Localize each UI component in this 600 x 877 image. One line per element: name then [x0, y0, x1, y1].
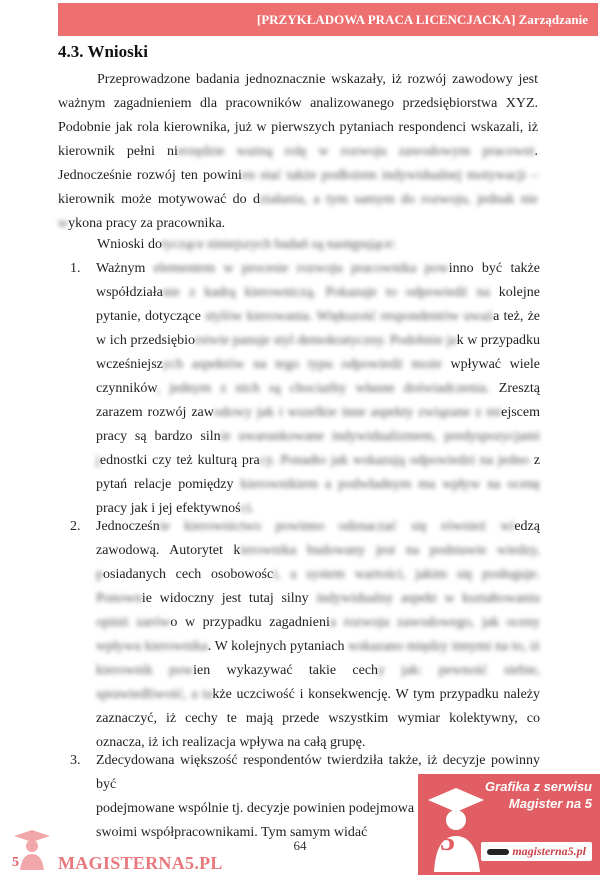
text-fragment: osobowośc [210, 567, 274, 582]
blurred-text: i, a system wartości, jakim się posługuje. Ponown [96, 567, 541, 606]
blurred-text: wskazano między innymi na to, iż kierownik pow [96, 639, 541, 678]
text-line: Wnioski do [97, 237, 162, 252]
blurred-text: , jednym z nich są chociażby własne doświadczenia. [156, 381, 490, 396]
blurred-text: tyczące niniejszych badań są następujące: [161, 237, 396, 252]
promo-badge [418, 774, 600, 875]
page-number: 64 [293, 838, 307, 853]
list-item-text [96, 257, 540, 521]
blurred-text: elementem w procesie rozwoju pracownika pow [153, 261, 449, 276]
blurred-text: ziałania, a tym samym do rozwoju, jednak nie w [58, 192, 538, 231]
list-number: 3. [70, 753, 81, 768]
blurred-text: ci. [240, 501, 255, 516]
text-fragment: pracy jak i jej [96, 501, 173, 516]
text-fragment: kolejne pytanie, [96, 285, 540, 324]
text-fragment: rozwój zaw [147, 405, 214, 420]
svg-text:5: 5 [12, 855, 19, 870]
text-fragment: bardzo siln [154, 429, 221, 444]
text-line: podejmowane wspólnie tj. decyzje powinien podejmowa [96, 801, 415, 816]
blurred-text: y jak: pewność siebie, sprawiedliwość, a ta [96, 663, 540, 702]
mouse-pointer-icon [487, 849, 509, 855]
text-fragment: kże uczciwość [212, 687, 295, 702]
list-number: 1. [70, 261, 81, 276]
list-item [70, 257, 540, 521]
text-fragment: . W kolejnych [207, 639, 287, 654]
text-fragment: wpływać wiele [441, 357, 540, 372]
text-line: . Jednocześnie [58, 144, 538, 183]
blurred-text: ierownika budowany jest na podstawie wiedzy, p [96, 543, 540, 582]
blurred-text: erzędzie ważną rolę w rozwoju zawodowym pracowni [177, 144, 535, 159]
text-fragment: współdziała [96, 285, 163, 300]
text-fragment: zagadnieni [269, 615, 330, 630]
text-fragment: Jednocześn [96, 519, 160, 534]
text-line: ykona pracy za [68, 216, 153, 231]
text-fragment: pomiędzy [178, 477, 241, 492]
text-fragment: ednostki czy też [99, 453, 193, 468]
text-fragment: osiadanych cech [103, 567, 202, 582]
blurred-text: cy. Ponadto jak wskazują odpowiedzi na jedno [259, 453, 530, 468]
text-line: rozwój ten powini [136, 168, 242, 183]
text-fragment: ie widoczny jest [141, 591, 242, 606]
blurred-text: stylów kierowania. Większość respondentów uważ [200, 309, 494, 324]
badge-url[interactable] [481, 842, 592, 861]
graduate-figure-icon [6, 826, 56, 872]
text-fragment: ejscem pracy są [96, 405, 540, 444]
text-fragment: z pytań relacje [96, 453, 541, 492]
text-line: ważnym zagadnieniem dla pracowników analizowanego przedsiębiorstwa XYZ. [58, 96, 538, 111]
list-item-text [96, 515, 540, 755]
text-line: grupę. [329, 735, 366, 750]
blurred-text: ie kierownictwo powinno odznaczać się również wi [159, 519, 515, 534]
text-line: Przeprowadzone badania jednoznacznie wskazały, iż rozwój zawodowy jest [97, 72, 538, 87]
blurred-text: nie z kadrą kierowniczą. Pokazuje to odpowiedź na [162, 285, 490, 300]
text-fragment: Ważnym [96, 261, 154, 276]
blurred-text: a rozwoju zawodowego, jak oceny wpływu kierownika [96, 615, 541, 654]
text-line: kierownik pełni ni [58, 144, 178, 159]
text-fragment: tutaj silny [248, 591, 317, 606]
blurred-text: kierownikiem a podwładnym ma wpływ na ocenę [240, 477, 540, 492]
text-fragment: kulturą pra [197, 453, 260, 468]
footer-logo-text: MAGISTERNA5.PL [58, 853, 223, 873]
text-line: kierownik może [58, 192, 152, 207]
text-fragment: inno być także [448, 261, 540, 276]
text-fragment: Autorytet k [169, 543, 241, 558]
text-line: swoimi współpracownikami. Tym samym widać [96, 825, 368, 840]
text-fragment: k w przypadku [456, 333, 541, 348]
page-header [58, 3, 598, 36]
text-line: wszystkim wymiar kolektywny, co oznacza, iż ich realizacja wpływa na całą [96, 711, 541, 750]
text-line: motywować do d [157, 192, 261, 207]
intro-paragraph [58, 68, 538, 236]
text-fragment: o w przypadku [170, 615, 262, 630]
text-fragment: pytaniach [290, 639, 349, 654]
badge-digit: 5 [440, 824, 455, 857]
blurred-text: rstwie panuje styl demokratyczny. Podobnie ja [194, 333, 457, 348]
text-fragment: edzą zawodową. [96, 519, 540, 558]
text-line: Zdecydowana większość respondentów twierdziła także, iż decyzje powinny być [96, 753, 540, 792]
text-line: Podobnie jak rola kierownika, już w pierwszych pytaniach respondenci wskazali, iż [58, 120, 538, 135]
text-fragment: czynników [96, 381, 157, 396]
badge-title: Grafika z serwisu [485, 779, 592, 794]
text-fragment: ien wykazywać [193, 663, 293, 678]
text-fragment: efektywnoś [176, 501, 241, 516]
blurred-text: indywidualny aspekt w kształtowaniu opinii zarów [96, 591, 540, 630]
blurred-text: ie uwarunkowane indywidualizmem, predyspozycjami j [96, 429, 540, 468]
text-fragment: takie cech [308, 663, 379, 678]
badge-url-text: magisterna5.pl [512, 844, 586, 858]
text-line: pracownika. [156, 216, 226, 231]
wnioski-intro [58, 233, 538, 257]
blurred-text: odowy jak i wszelkie inne aspekty związane z mi [213, 405, 502, 420]
text-fragment: dotyczące [144, 309, 201, 324]
header-title: [PRZYKŁADOWA PRACA LICENCJACKA] Zarządzanie [256, 11, 588, 27]
list-item [70, 515, 540, 755]
badge-subtitle: Magister na 5 [508, 796, 592, 811]
text-fragment: wcześniejsz [96, 357, 163, 372]
text-fragment: przedsiębio [130, 333, 195, 348]
blurred-text: en stać także podłożem indywidualnej motywacji – [241, 168, 538, 183]
text-fragment: Zresztą zarazem [96, 381, 540, 420]
section-heading: 4.3. Wnioski [58, 42, 148, 61]
blurred-text: ych aspektów na tego typu odpowiedź może [162, 357, 442, 372]
list-number: 2. [70, 519, 81, 534]
text-line: i konsekwencję. W tym przypadku należy zaznaczyć, iż cechy te mają przede [96, 687, 540, 726]
text-fragment: a też, że w ich [96, 309, 541, 348]
